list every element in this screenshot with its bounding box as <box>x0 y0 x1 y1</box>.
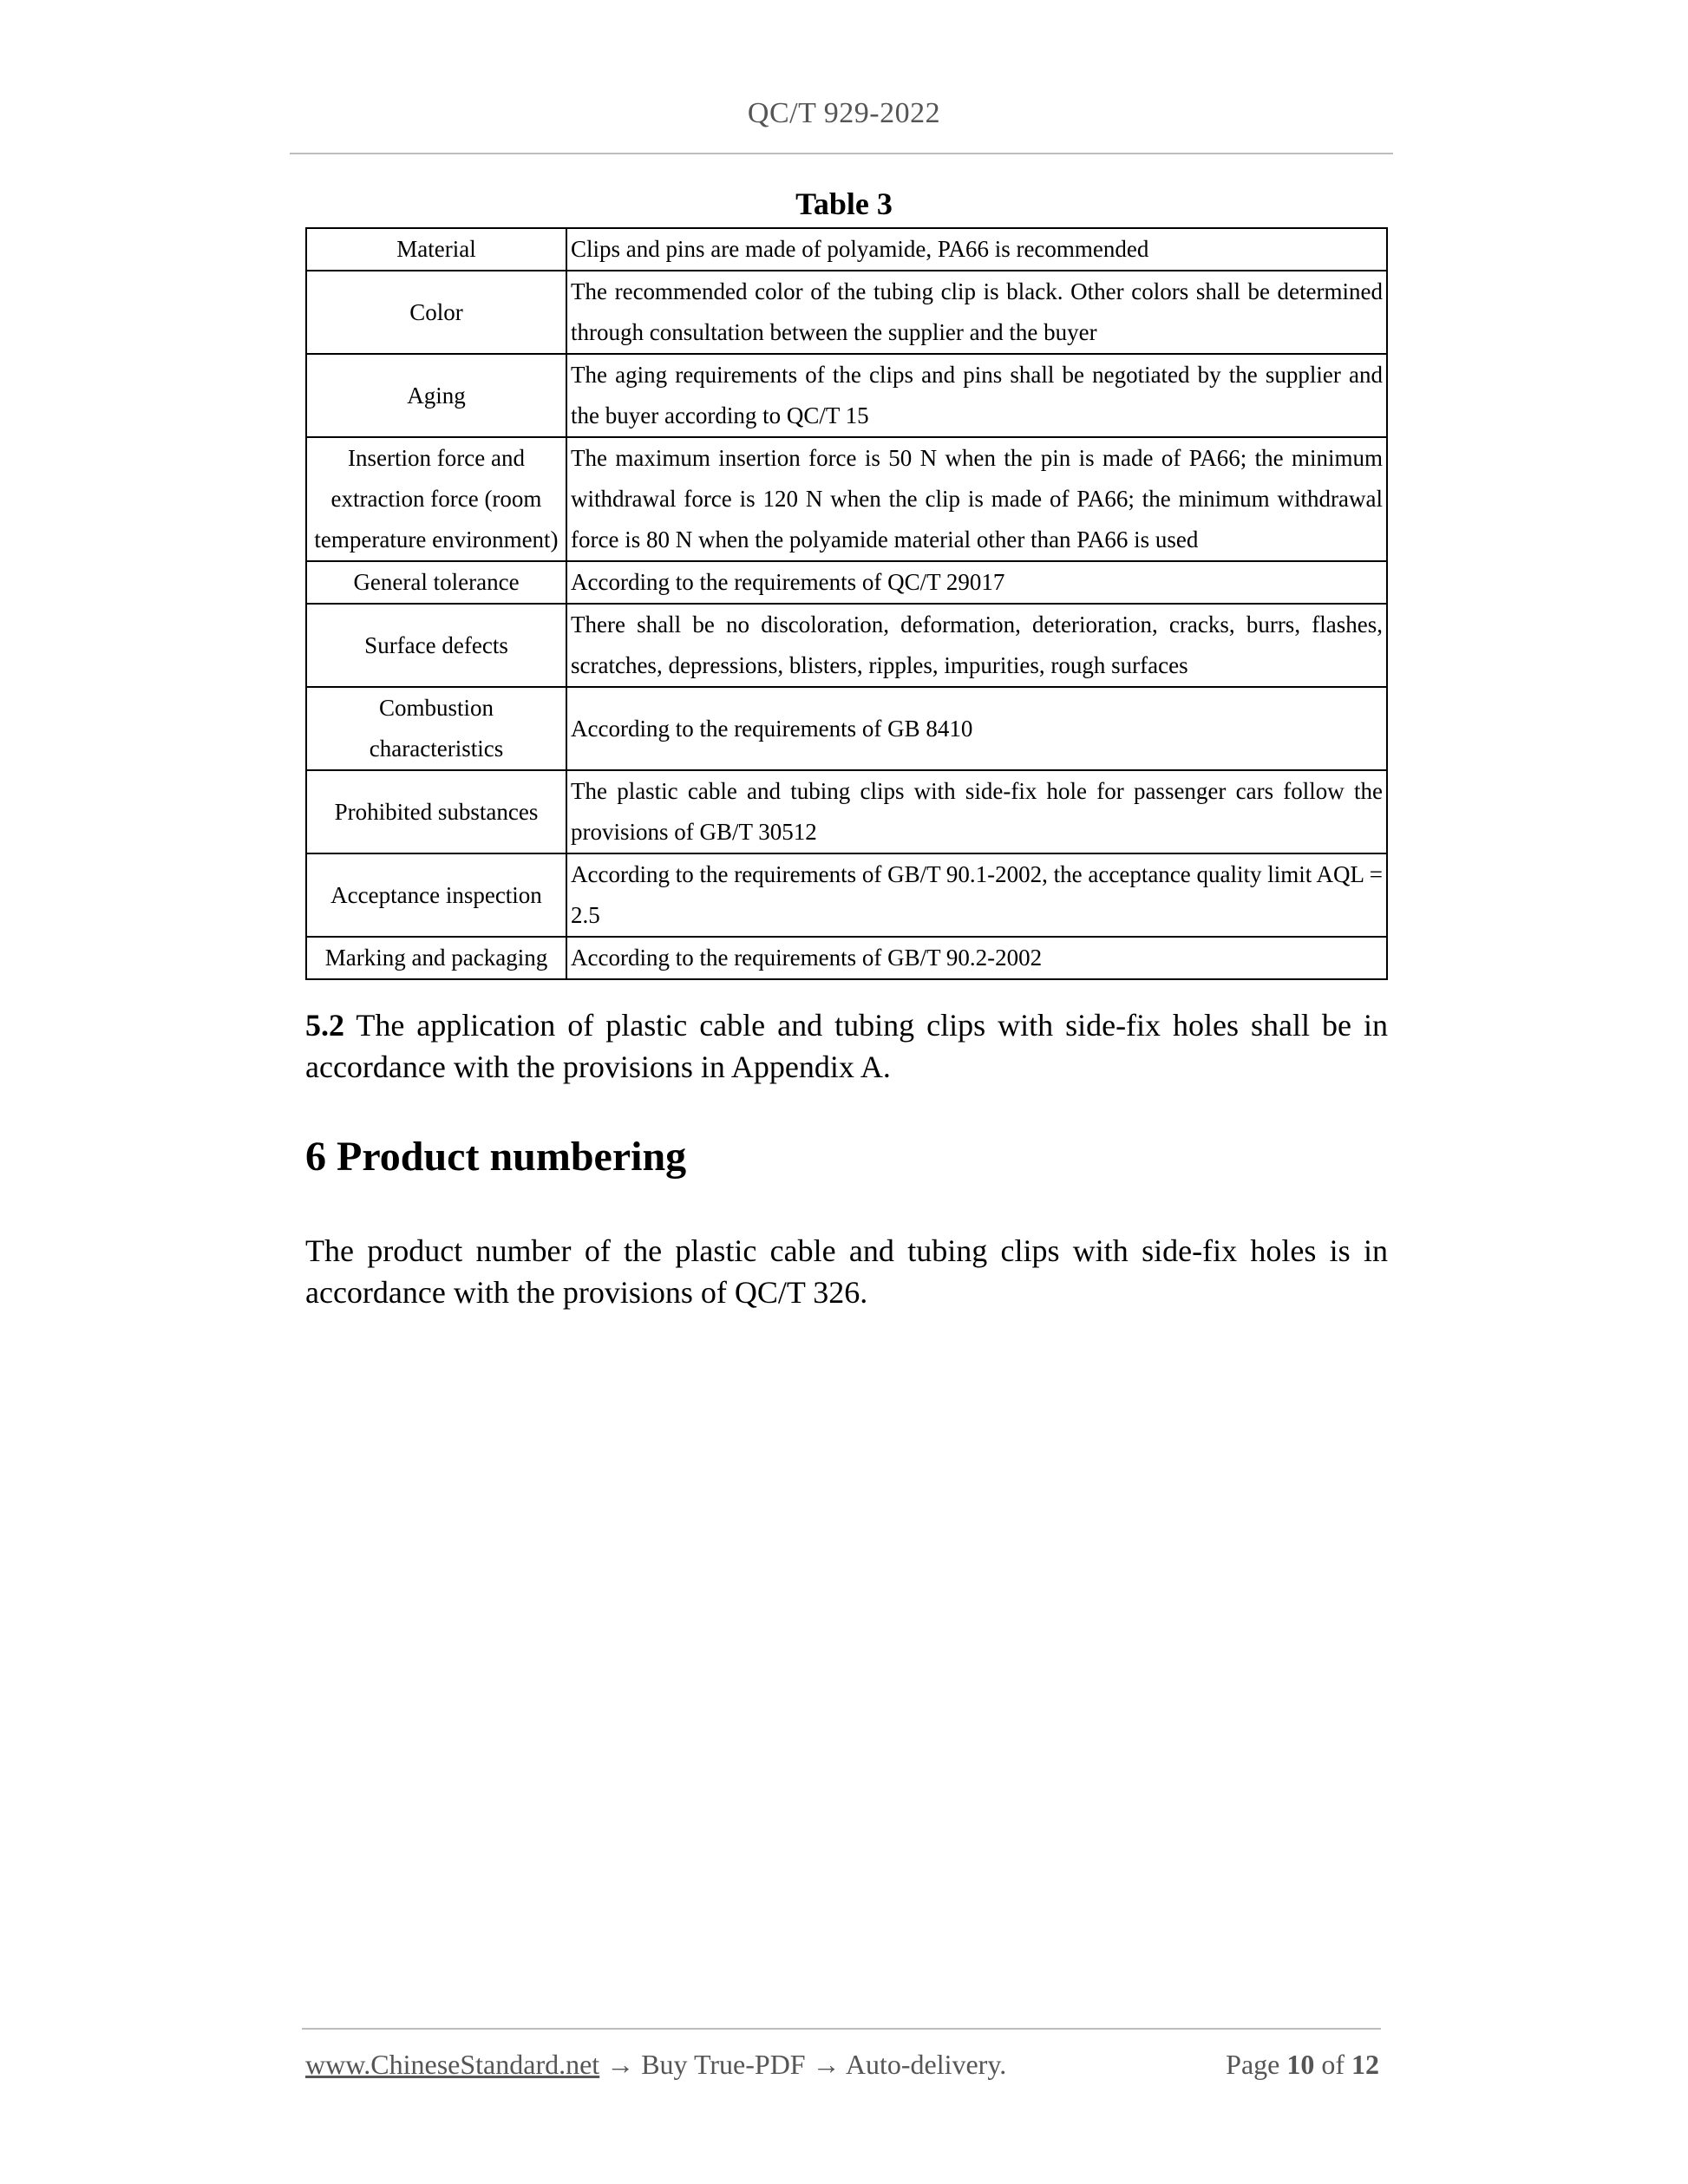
table-cell-requirement: The maximum insertion force is 50 N when the pin is made of PA66; the minimum withdrawal force is 120 N when the clip is made of PA66; the minimum withdrawal force is 80 N when the polyamide material other than PA66 is used <box>566 437 1387 561</box>
table-cell-requirement: According to the requirements of QC/T 29017 <box>566 561 1387 604</box>
of-label: of <box>1314 2049 1351 2080</box>
clause-number: 5.2 <box>305 1008 344 1043</box>
table-cell-item: Surface defects <box>306 604 566 687</box>
page-indicator <box>1226 2049 1379 2081</box>
table-cell-requirement: According to the requirements of GB/T 90.2-2002 <box>566 937 1387 979</box>
section-heading: 6 Product numbering <box>305 1134 687 1180</box>
table-row <box>306 687 1387 770</box>
table-cell-item: Acceptance inspection <box>306 853 566 937</box>
table-cell-item: General tolerance <box>306 561 566 604</box>
table-row <box>306 604 1387 687</box>
table-cell-item: Prohibited substances <box>306 770 566 853</box>
section-6-paragraph: The product number of the plastic cable and tubing clips with side-fix holes is in accordance with the provisions of QC/T 326. <box>305 1233 1388 1310</box>
table-cell-requirement: The plastic cable and tubing clips with side-fix hole for passenger cars follow the provisions of GB/T 30512 <box>566 770 1387 853</box>
table-cell-requirement: Clips and pins are made of polyamide, PA66 is recommended <box>566 228 1387 271</box>
header-divider <box>290 153 1393 154</box>
clause-text: The application of plastic cable and tubing clips with side-fix holes shall be in accordance with the provisions in Appendix A. <box>305 1008 1388 1084</box>
footer-promo <box>305 2049 1006 2081</box>
table-cell-requirement: The aging requirements of the clips and pins shall be negotiated by the supplier and the buyer according to QC/T 15 <box>566 354 1387 437</box>
requirements-table <box>305 227 1388 980</box>
table-title: Table 3 <box>795 186 893 221</box>
table-cell-item: Aging <box>306 354 566 437</box>
table-cell-requirement: According to the requirements of GB/T 90.1-2002, the acceptance quality limit AQL = 2.5 <box>566 853 1387 937</box>
page-label: Page <box>1226 2049 1287 2080</box>
table-row <box>306 354 1387 437</box>
table-cell-item: Marking and packaging <box>306 937 566 979</box>
site-link[interactable]: www.ChineseStandard.net <box>305 2049 600 2080</box>
table-row <box>306 770 1387 853</box>
table-row <box>306 271 1387 354</box>
total-page-number: 12 <box>1351 2049 1379 2080</box>
table-row <box>306 228 1387 271</box>
table-cell-requirement: The recommended color of the tubing clip is black. Other colors shall be determined through consultation between the supplier and the buyer <box>566 271 1387 354</box>
clause-5-2-paragraph <box>305 1004 1388 1088</box>
footer-promo-text: → Buy True-PDF → Auto-delivery. <box>599 2049 1007 2080</box>
table-cell-requirement: There shall be no discoloration, deformation, deterioration, cracks, burrs, flashes, scratches, depressions, blisters, ripples, impurities, rough surfaces <box>566 604 1387 687</box>
table-row <box>306 437 1387 561</box>
table-cell-item: Insertion force and extraction force (room temperature environment) <box>306 437 566 561</box>
footer-divider <box>302 2028 1381 2030</box>
table-cell-item: Combustion characteristics <box>306 687 566 770</box>
table-cell-requirement: According to the requirements of GB 8410 <box>566 687 1387 770</box>
table-cell-item: Material <box>306 228 566 271</box>
current-page-number: 10 <box>1286 2049 1315 2080</box>
table-cell-item: Color <box>306 271 566 354</box>
table-row <box>306 853 1387 937</box>
document-id-header: QC/T 929-2022 <box>747 97 941 129</box>
table-row <box>306 937 1387 979</box>
table-row <box>306 561 1387 604</box>
